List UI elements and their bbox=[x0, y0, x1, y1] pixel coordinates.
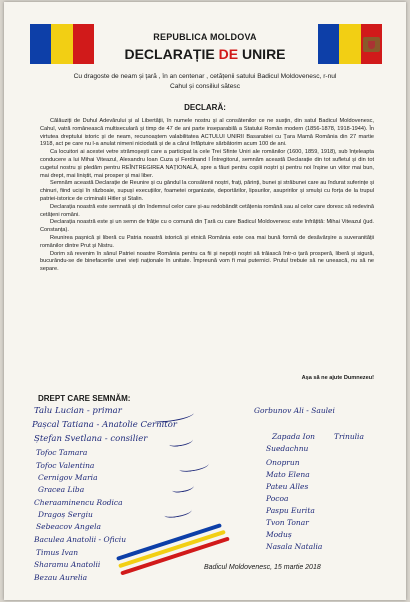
declara-label: DECLARĂ: bbox=[184, 103, 226, 112]
signature-right: Moduș bbox=[266, 530, 292, 539]
intro-line-2: Cahul și consiliul sătesc bbox=[170, 83, 240, 90]
signature-right: Tvon Tonar bbox=[266, 518, 309, 527]
signature-left: Talu Lucian - primar bbox=[34, 406, 122, 416]
signature-left: Ștefan Svetlana - consilier bbox=[34, 434, 148, 444]
signature-left: Pașcal Tatiana - Anatolie Cernitor bbox=[32, 420, 177, 430]
signatures-heading: DREPT CARE SEMNĂM: bbox=[38, 394, 131, 403]
country-heading: REPUBLICA MOLDOVA bbox=[153, 32, 257, 42]
signature-right: Suedachnu bbox=[266, 444, 309, 453]
intro-line-1: Cu dragoste de neam și țară , în an centenar , cetățenii satului Badicul Moldovenesc, r-nul bbox=[73, 73, 337, 80]
signature-left: Cernigov Maria bbox=[38, 473, 98, 482]
paragraph: Declarația noastră este semnată și din îndemnul celor care și-au redobândit cetățenia română sau al celor care doresc să redevină cetățeni români. bbox=[40, 203, 374, 218]
signature-right: Pocoa bbox=[266, 494, 289, 503]
signature-right: Zapada Ion bbox=[272, 432, 315, 441]
signature-left: Baculea Anatolii - Oficiu bbox=[34, 535, 127, 544]
signature-right: Nasala Natalia bbox=[266, 542, 323, 551]
signature-left: Tofoc Tamara bbox=[36, 448, 88, 457]
intro-text bbox=[44, 72, 366, 92]
paragraph: Dorim să revenim în sânul Patriei noastre România pentru ca fii și nepoții noștri să trăiască într-o țară prosperă, liberă și sigură, bucurându-se de binefacerile unei vieți naționale în unitate. Împreună vom fi mai puternici. Prutul trebuie să ne unească, nu să ne separe. bbox=[40, 250, 374, 273]
ribbon-yellow bbox=[118, 530, 226, 568]
signature-left: Sebeacov Angela bbox=[36, 522, 101, 531]
signature-right: Paspu Eurita bbox=[266, 506, 315, 515]
signature-right: Mato Elena bbox=[266, 470, 310, 479]
signature-left: Dragoș Sergiu bbox=[38, 510, 93, 519]
paragraph: Declarația noastră este și un semn de frăție cu o comună din Țară cu care Badicul Moldovenesc este înfrățită: Mihai Viteazul (jud. Constanța). bbox=[40, 219, 374, 234]
date-place: Badicul Moldovenesc, 15 martie 2018 bbox=[204, 564, 321, 571]
signature-right: Trinulia bbox=[334, 432, 364, 441]
handwritten-signature bbox=[164, 506, 193, 519]
paragraph: Reunirea pașnică și liberă cu Patria noastră istorică și etnică România este cea mai bună formă de desăvârșire a suveranității românilor dintre Prut și Nistru. bbox=[40, 234, 374, 249]
signature-right: Gorbunov Ali - Saulei bbox=[254, 406, 335, 415]
handwritten-signature bbox=[172, 483, 195, 494]
title-part-2: UNIRE bbox=[238, 46, 286, 62]
title-de: DE bbox=[218, 46, 239, 62]
handwritten-signature bbox=[169, 436, 194, 447]
paragraph: Semnăm această Declarație de Reunire și cu gândul la consătenii noștri, frați, părinți, bunei și străbunei care au îndurat suferințe și chinuri, fiind uciși în războaie, supuși execuțiilor, foametei organizate, deportărilor, lipsurilor, asupririlor și smulși cu forța de la trupul patriei-istorice de criminalii Hitler și Stalin. bbox=[40, 180, 374, 202]
declaration-body bbox=[40, 118, 374, 274]
declaration-sheet bbox=[4, 2, 406, 600]
signature-left: Cheraaminencu Rodica bbox=[34, 498, 123, 507]
signature-left: Sharamu Anatolii bbox=[34, 560, 101, 569]
paragraph: Călăuziți de Duhul Adevărului și al Libertății, în numele nostru și al consătenilor ce ne susțin, din satul Badicul Moldovenesc, Cahul, vatră românească multiseculară și timp de 47 de ani parte inseparabilă a Statului Român modern (1856-1878, 1918-1944). În virtutea dreptului istoric și de neam, recunoaștem valabilitatea ACTULUI UNIRII Basarabiei cu Țara Mamă România din 27 martie 1918, act pe care nu l-a anulat nimeni niciodată și de a cărui înfăptuire sărbătorim acum 100 de ani. bbox=[40, 118, 374, 148]
signature-right: Pateu Alles bbox=[266, 482, 309, 491]
signature-right: Onoprun bbox=[266, 458, 300, 467]
signature-left: Tofoc Valentina bbox=[36, 461, 95, 470]
title-part-1: DECLARAȚIE bbox=[124, 46, 219, 62]
handwritten-signature bbox=[179, 460, 210, 473]
document-title bbox=[4, 46, 406, 62]
paragraph: Ca locuitori ai acestei vetre strămoșești care a participat la cele Trei Sfinte Uniri ale românilor (1600, 1859, 1918), sub înțeleapta conducere a lui Mihai Viteazul, Alexandru Ioan Cuza și Ferdinand I Întregitorul, semnăm această Declarație din tot sufletul și din tot cugetul nostru și pledăm pentru REÎNTREGIREA NAȚIONALĂ, spre a făuri pentru copiii noștri și pentru noi înșine un viitor mai bun, mai drept, mai liniștit, mai prosper și mai liber. bbox=[40, 149, 374, 179]
signature-left: Bezau Aurelia bbox=[34, 573, 88, 582]
closing-phrase: Așa să ne ajute Dumnezeu! bbox=[301, 375, 374, 381]
signature-left: Gracea Liba bbox=[38, 485, 85, 494]
signature-left: Timus Ivan bbox=[36, 548, 79, 557]
